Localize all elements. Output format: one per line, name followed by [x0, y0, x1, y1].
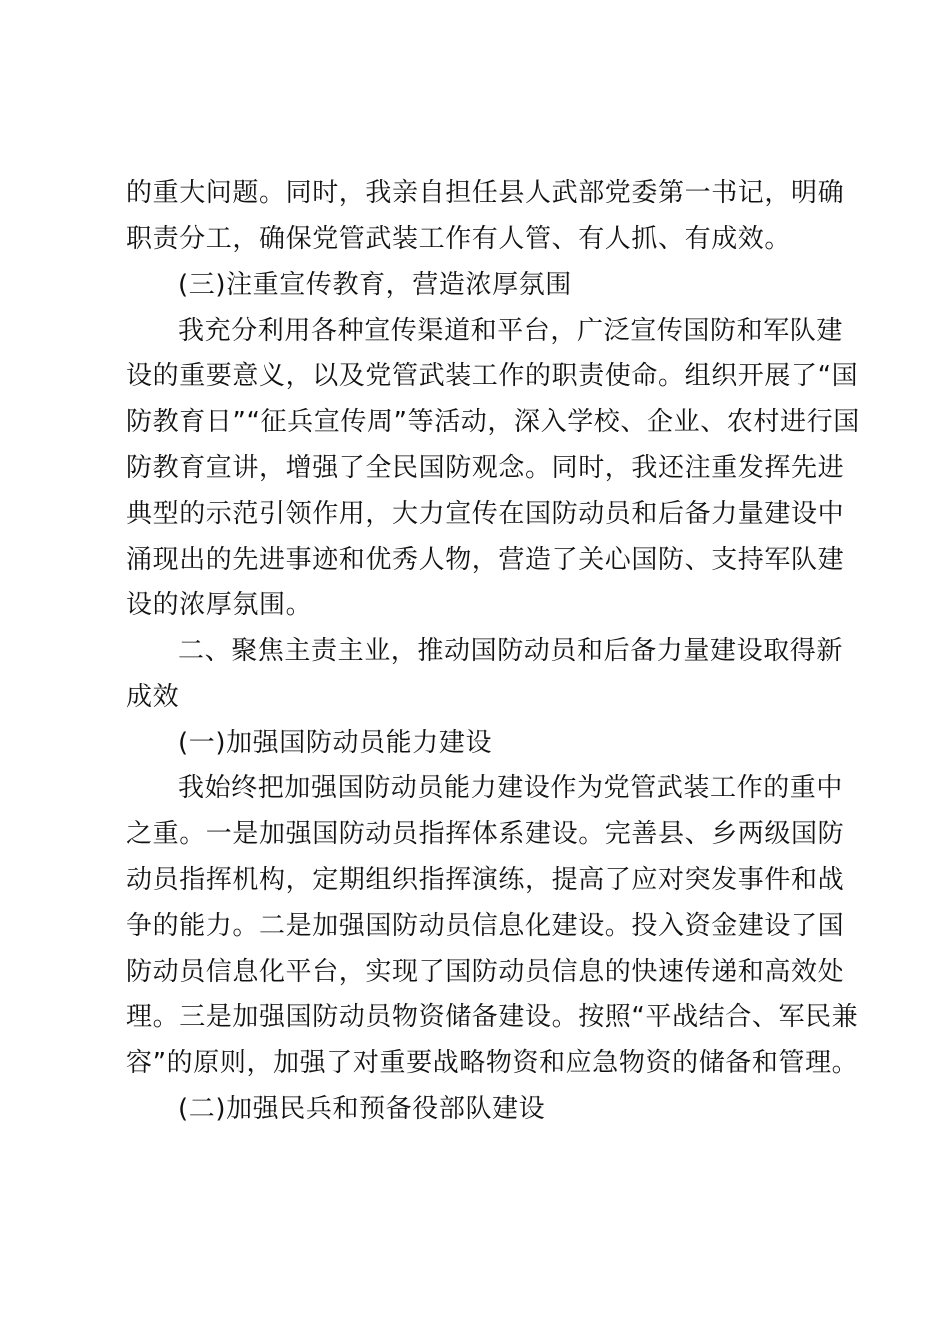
text-line: 防教育宣讲，增强了全民国防观念。同时，我还注重发挥先进	[126, 453, 845, 483]
text-line: 防教育日”“征兵宣传周”等活动，深入学校、企业、农村进行国	[126, 407, 860, 437]
text-line: 防动员信息化平台，实现了国防动员信息的快速传递和高效处	[126, 957, 845, 987]
text-line: 争的能力。二是加强国防动员信息化建设。投入资金建设了国	[126, 911, 845, 941]
text-line: 设的浓厚氛围。	[126, 590, 313, 620]
chapter-heading: 二、聚焦主责主业，推动国防动员和后备力量建设取得新	[178, 636, 844, 666]
text-line: 职责分工，确保党管武装工作有人管、有人抓、有成效。	[126, 224, 792, 254]
text-line: 典型的示范引领作用，大力宣传在国防动员和后备力量建设中	[126, 499, 845, 529]
text-line: 设的重要意义，以及党管武装工作的职责使命。组织开展了“国	[126, 361, 859, 391]
text-line: 动员指挥机构，定期组织指挥演练，提高了应对突发事件和战	[126, 865, 845, 895]
paragraph-first-line: 我充分利用各种宣传渠道和平台，广泛宣传国防和军队建	[178, 316, 844, 346]
section-heading: (二)加强民兵和预备役部队建设	[178, 1094, 546, 1124]
text-line: 之重。一是加强国防动员指挥体系建设。完善县、乡两级国防	[126, 819, 845, 849]
chapter-heading-continued: 成效	[126, 682, 180, 712]
text-line: 理。三是加强国防动员物资储备建设。按照“平战结合、军民兼	[126, 1002, 859, 1032]
section-heading: (三)注重宣传教育，营造浓厚氛围	[178, 270, 572, 300]
text-line: 涌现出的先进事迹和优秀人物，营造了关心国防、支持军队建	[126, 545, 845, 575]
section-heading: (一)加强国防动员能力建设	[178, 728, 493, 758]
text-line: 的重大问题。同时，我亲自担任县人武部党委第一书记，明确	[126, 178, 845, 208]
text-line: 容”的原则，加强了对重要战略物资和应急物资的储备和管理。	[126, 1048, 859, 1078]
paragraph-first-line: 我始终把加强国防动员能力建设作为党管武装工作的重中	[178, 773, 844, 803]
